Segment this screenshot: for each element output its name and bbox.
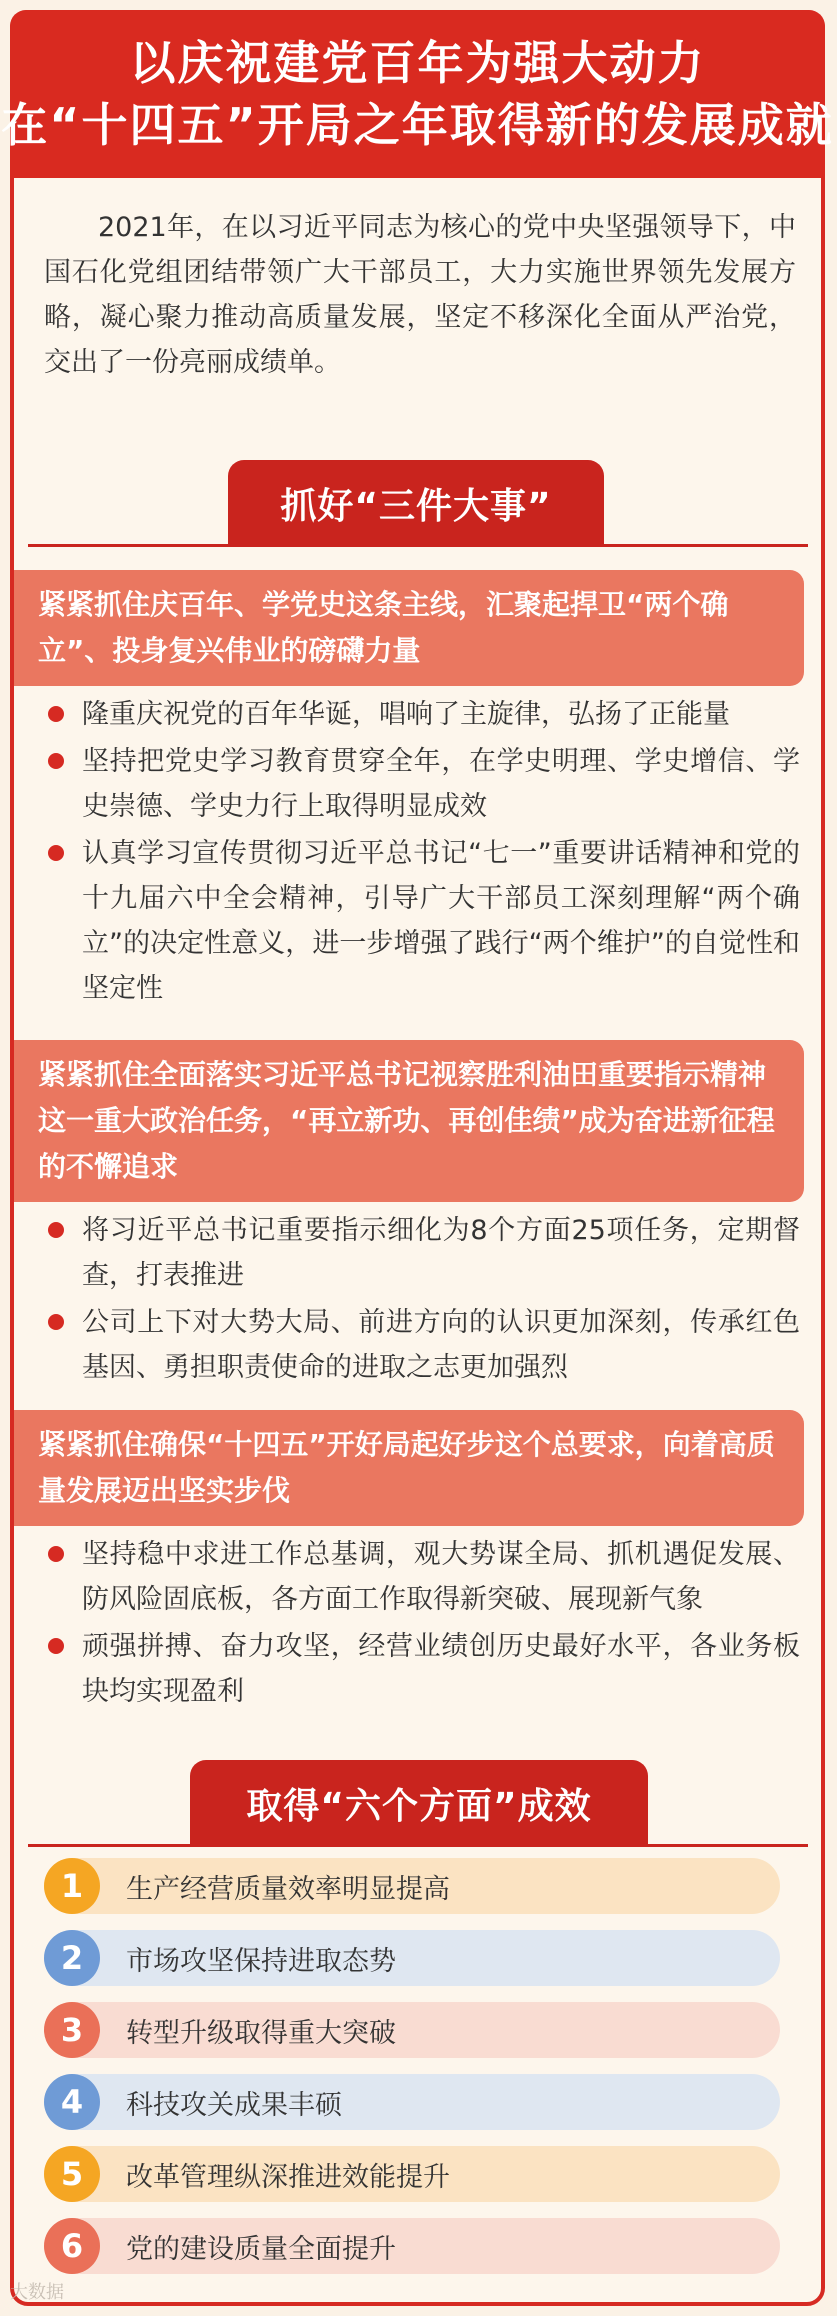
bullet-dot-icon bbox=[48, 1546, 64, 1562]
bullet-dot-icon bbox=[48, 1314, 64, 1330]
bullet-list bbox=[40, 692, 800, 1013]
group-heading: 紧紧抓住庆百年、学党史这条主线，汇聚起捍卫“两个确立”、投身复兴伟业的磅礴力量 bbox=[14, 570, 804, 686]
bullet-list bbox=[40, 1208, 800, 1392]
achievement-item-5 bbox=[44, 2146, 780, 2202]
achievement-text: 生产经营质量效率明显提高 bbox=[126, 1873, 450, 1905]
achievement-text: 改革管理纵深推进效能提升 bbox=[126, 2161, 450, 2193]
achievement-item-3 bbox=[44, 2002, 780, 2058]
number-badge: 2 bbox=[44, 1930, 100, 1986]
number-badge: 3 bbox=[44, 2002, 100, 2058]
intro-paragraph: 2021年，在以习近平同志为核心的党中央坚强领导下，中国石化党组团结带领广大干部员工，大力实施世界领先发展方略，凝心聚力推动高质量发展，坚定不移深化全面从严治党，交出了一份亮丽成绩单。 bbox=[44, 212, 796, 378]
achievement-text: 党的建设质量全面提升 bbox=[126, 2233, 396, 2265]
bullet-dot-icon bbox=[48, 1638, 64, 1654]
watermark: 大数据 bbox=[10, 2282, 64, 2303]
number-badge: 6 bbox=[44, 2218, 100, 2274]
achievement-item-6 bbox=[44, 2218, 780, 2274]
achievement-item-2 bbox=[44, 1930, 780, 1986]
number-badge: 4 bbox=[44, 2074, 100, 2130]
section-title-three-events: 抓好“三件大事” bbox=[228, 460, 604, 546]
list-item: 坚持把党史学习教育贯穿全年，在学史明理、学史增信、学史崇德、学史力行上取得明显成效 bbox=[40, 739, 800, 829]
achievement-text: 转型升级取得重大突破 bbox=[126, 2017, 396, 2049]
list-item: 认真学习宣传贯彻习近平总书记“七一”重要讲话精神和党的十九届六中全会精神，引导广大干部员工深刻理解“两个确立”的决定性意义，进一步增强了践行“两个维护”的自觉性和坚定性 bbox=[40, 831, 800, 1011]
list-item: 坚持稳中求进工作总基调，观大势谋全局、抓机遇促发展、防风险固底板，各方面工作取得新突破、展现新气象 bbox=[40, 1532, 800, 1622]
achievement-item-4 bbox=[44, 2074, 780, 2130]
bullet-dot-icon bbox=[48, 1222, 64, 1238]
title-line-1: 以庆祝建党百年为强大动力 bbox=[129, 36, 706, 90]
list-item: 隆重庆祝党的百年华诞，唱响了主旋律，弘扬了正能量 bbox=[40, 692, 800, 737]
achievement-text: 科技攻关成果丰硕 bbox=[126, 2089, 342, 2121]
section-title-six-aspects: 取得“六个方面”成效 bbox=[190, 1760, 648, 1846]
number-badge: 1 bbox=[44, 1858, 100, 1914]
list-item: 将习近平总书记重要指示细化为8个方面25项任务，定期督查，打表推进 bbox=[40, 1208, 800, 1298]
bullet-dot-icon bbox=[48, 706, 64, 722]
bullet-dot-icon bbox=[48, 753, 64, 769]
list-item: 顽强拼搏、奋力攻坚，经营业绩创历史最好水平，各业务板块均实现盈利 bbox=[40, 1624, 800, 1714]
achievement-item-1 bbox=[44, 1858, 780, 1914]
number-badge: 5 bbox=[44, 2146, 100, 2202]
bullet-list bbox=[40, 1532, 800, 1716]
group-heading: 紧紧抓住确保“十四五”开好局起好步这个总要求，向着高质量发展迈出坚实步伐 bbox=[14, 1410, 804, 1526]
title-banner bbox=[1, 10, 834, 178]
title-line-2: 在“十四五”开局之年取得新的发展成就 bbox=[1, 98, 834, 152]
bullet-dot-icon bbox=[48, 845, 64, 861]
achievement-text: 市场攻坚保持进取态势 bbox=[126, 1945, 396, 1977]
list-item: 公司上下对大势大局、前进方向的认识更加深刻，传承红色基因、勇担职责使命的进取之志更加强烈 bbox=[40, 1300, 800, 1390]
group-heading: 紧紧抓住全面落实习近平总书记视察胜利油田重要指示精神这一重大政治任务，“再立新功、再创佳绩”成为奋进新征程的不懈追求 bbox=[14, 1040, 804, 1202]
